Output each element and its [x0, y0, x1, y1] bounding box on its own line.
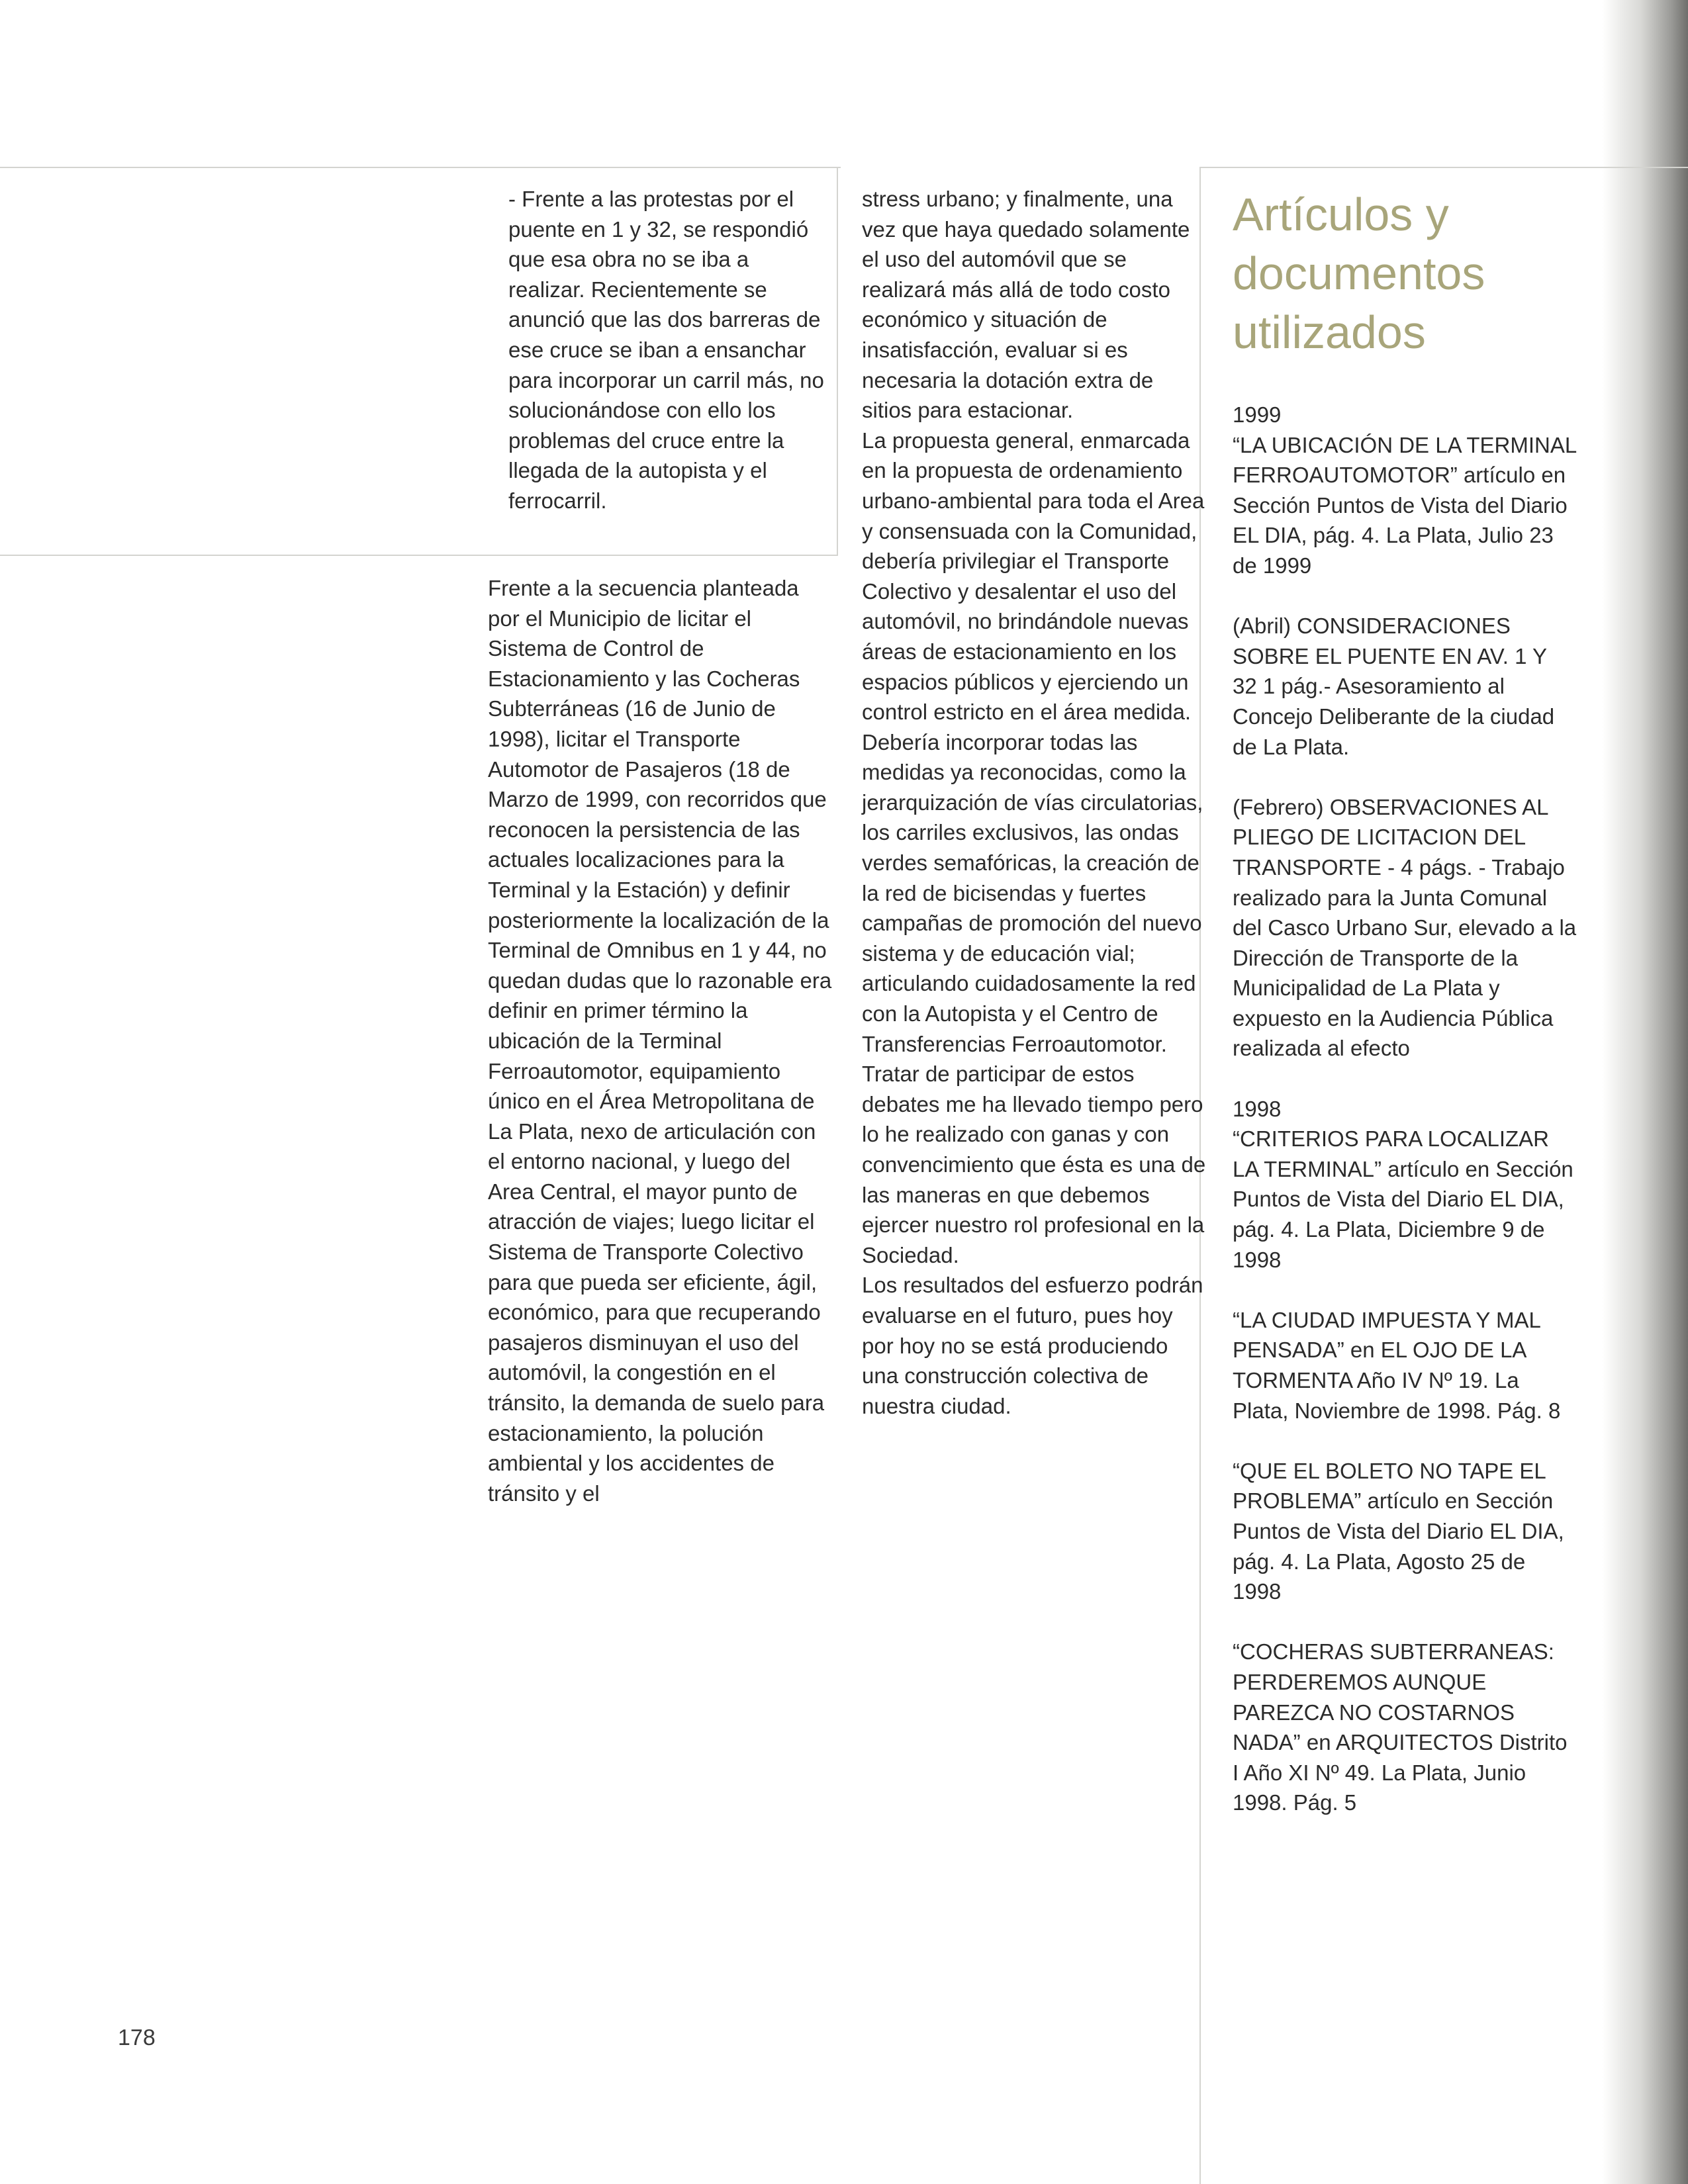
column-1: [488, 573, 832, 1508]
quote-box-bottom-rule: [0, 555, 838, 556]
reference-entry: (Febrero) OBSERVACIONES AL PLIEGO DE LICITACION DEL TRANSPORTE - 4 págs. - Trabajo realizado para la Junta Comunal del Casco Urbano Sur, elevado a la Dirección de Transporte de la Municipalidad de La Plata y expuesto en la Audiencia Pública realizada al efecto: [1233, 794, 1577, 1061]
column-2-paragraph: La propuesta general, enmarcada en la propuesta de ordenamiento urbano-ambiental para toda el Area y consensuada con la Comunidad, debería privilegiar el Transporte Colectivo y desalentar el uso del automóvil, no brindándole nuevas áreas de estacionamiento en los espacios públicos y ejerciendo un control estricto en el área medida. Debería incorporar todas las medidas ya reconocidas, como la jerarquización de vías circulatorias, los carriles exclusivos, las ondas verdes semafóricas, la creación de la red de bicisendas y fuertes campañas de promoción del nuevo sistema y de educación vial; articulando cuidadosamente la red con la Autopista y el Centro de Transferencias Ferroautomotor.: [862, 428, 1205, 1056]
page-edge-shadow: [1602, 0, 1688, 2184]
quote-text: - Frente a las protestas por el puente en 1 y 32, se respondió que esa obra no se iba a realizar. Recientemente se anunció que las dos barreras de ese cruce se iban a ensanchar para incorporar un carril más, no solucionándose con ello los problemas del cruce entre la llegada de la autopista y el ferrocarril.: [508, 187, 824, 513]
column-2-paragraph: stress urbano; y finalmente, una vez que haya quedado solamente el uso del automóvil que se realizará más allá de todo costo económico y situación de insatisfacción, evaluar si es necesaria la dotación extra de sitios para estacionar.: [862, 187, 1190, 423]
reference-entry: “QUE EL BOLETO NO TAPE EL PROBLEMA” artículo en Sección Puntos de Vista del Diario EL DIA, pág. 4. La Plata, Agosto 25 de 1998: [1233, 1458, 1564, 1604]
top-rule-left: [0, 167, 841, 168]
column-1-paragraph: Frente a la secuencia planteada por el Municipio de licitar el Sistema de Control de Estacionamiento y las Cocheras Subterráneas (16 de Junio de 1998), licitar el Transporte Automotor de Pasajeros (18 de Marzo de 1999, con recorridos que reconocen la persistencia de las actuales localizaciones para la Terminal y la Estación) y definir posteriormente la localización de la Terminal de Omnibus en 1 y 44, no quedan dudas que lo razonable era definir en primer término la ubicación de la Terminal Ferroautomotor, equipamiento único en el Área Metropolitana de La Plata, nexo de articulación con el entorno nacional, y luego del Area Central, el mayor punto de atracción de viajes; luego licitar el Sistema de Transporte Colectivo para que pueda ser eficiente, ágil, económico, para que recuperando pasajeros disminuyan el uso del automóvil, la congestión en el tránsito, la demanda de suelo para estacionamiento, la polución ambiental y los accidentes de tránsito y el: [488, 576, 832, 1506]
quote-box-right-rule: [837, 167, 838, 555]
sidebar-top-rule: [1199, 167, 1688, 168]
reference-year: 1999: [1233, 402, 1282, 427]
column-2-paragraph: Tratar de participar de estos debates me ha llevado tiempo pero lo he realizado con ganas y con convencimiento que ésta es una de las maneras en que debemos ejercer nuestro rol profesional en la Sociedad.: [862, 1062, 1206, 1267]
reference-entry: “CRITERIOS PARA LOCALIZAR LA TERMINAL” artículo en Sección Puntos de Vista del Diario EL DIA, pág. 4. La Plata, Diciembre 9 de 1998: [1233, 1126, 1573, 1272]
page-number: 178: [118, 2025, 156, 2050]
references-list: [1233, 400, 1577, 1848]
column-2: [862, 184, 1206, 1421]
reference-entry: “COCHERAS SUBTERRANEAS: PERDEREMOS AUNQUE PAREZCA NO COSTARNOS NADA” en ARQUITECTOS Distrito I Año XI Nº 49. La Plata, Junio 1998. Pág. 5: [1233, 1639, 1568, 1815]
column-2-paragraph: Los resultados del esfuerzo podrán evaluarse en el futuro, pues hoy por hoy no se está produciendo una construcción colectiva de nuestra ciudad.: [862, 1273, 1203, 1418]
sidebar-title: Artículos y documentos utilizados: [1233, 189, 1485, 358]
reference-year: 1998: [1233, 1096, 1282, 1121]
reference-entry: “LA CIUDAD IMPUESTA Y MAL PENSADA” en EL OJO DE LA TORMENTA Año IV Nº 19. La Plata, Noviembre de 1998. Pág. 8: [1233, 1307, 1561, 1423]
quote-block: [508, 184, 826, 516]
reference-entry: “LA UBICACIÓN DE LA TERMINAL FERROAUTOMOTOR” artículo en Sección Puntos de Vista del Diario EL DIA, pág. 4. La Plata, Julio 23 de 1999: [1233, 432, 1576, 578]
reference-entry: (Abril) CONSIDERACIONES SOBRE EL PUENTE EN AV. 1 Y 32 1 pág.- Asesoramiento al Concejo Deliberante de la ciudad de La Plata.: [1233, 614, 1555, 759]
